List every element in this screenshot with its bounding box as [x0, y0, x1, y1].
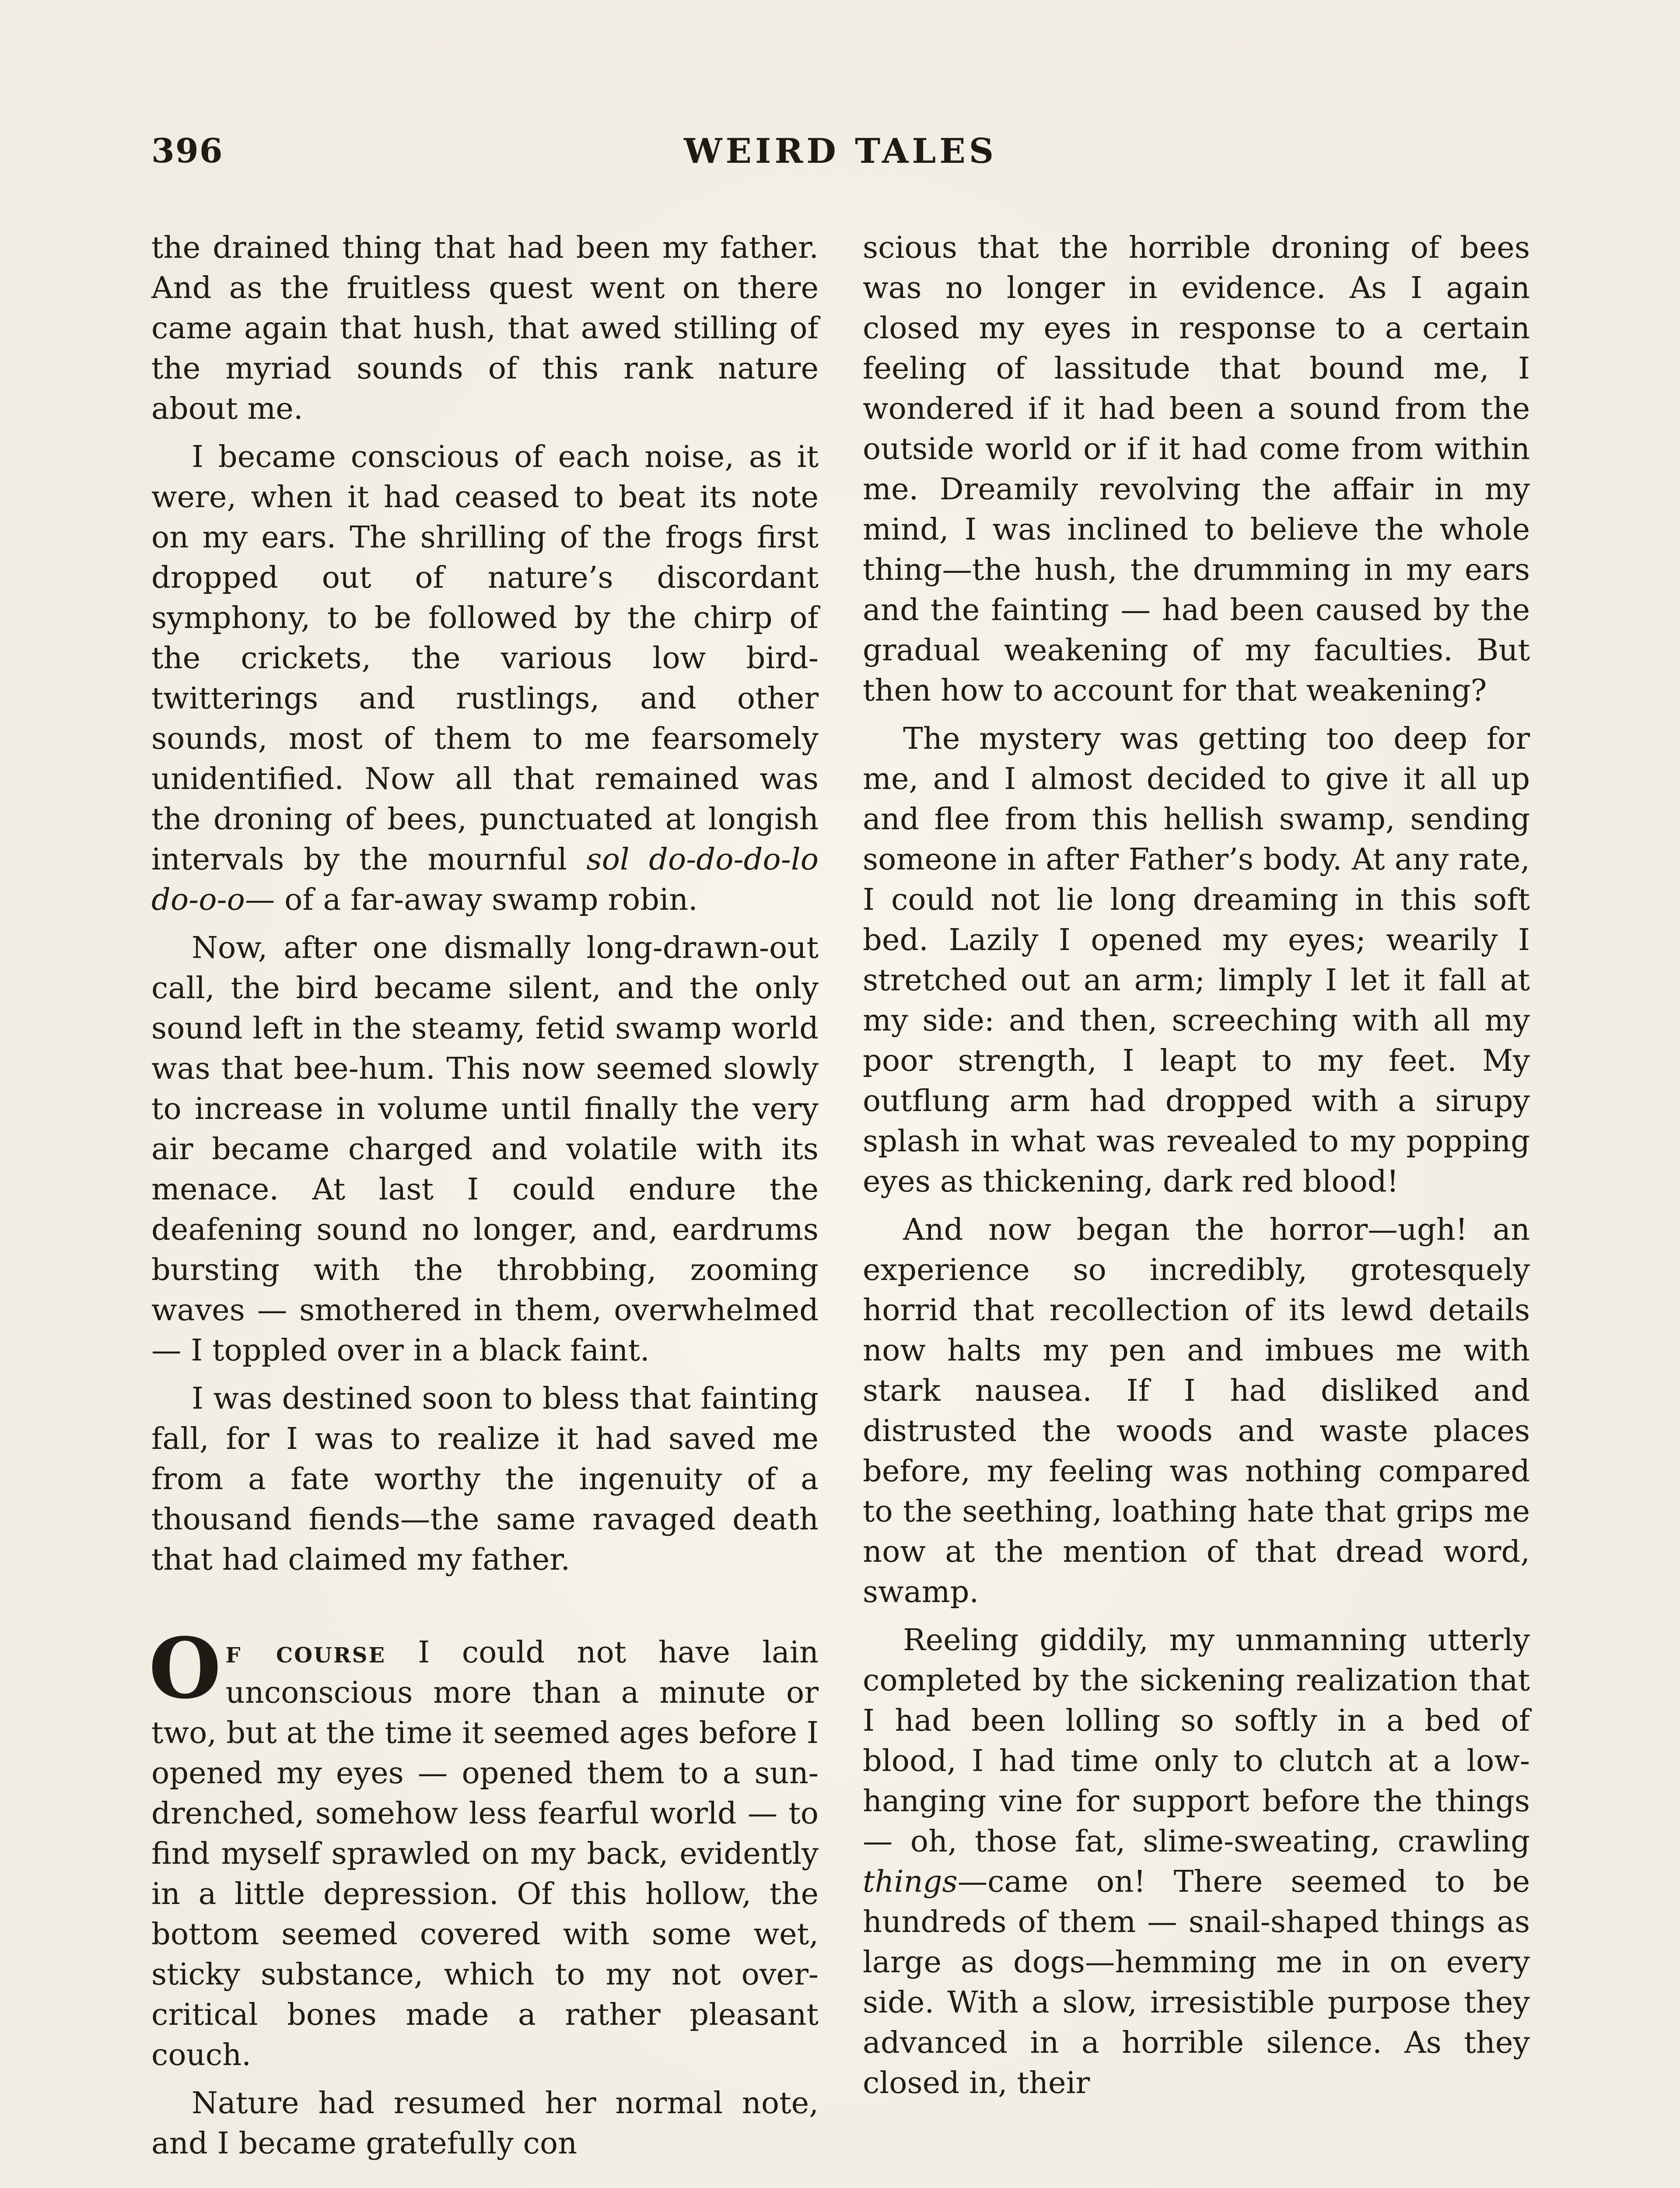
paragraph-text: of a far-away swamp robin. [275, 882, 698, 917]
left-column [151, 228, 819, 2171]
page-number: 396 [151, 131, 224, 170]
drop-cap: O [149, 1620, 221, 1717]
magazine-title: WEIRD TALES [683, 131, 998, 171]
paragraph: the drained thing that had been my father. And as the fruitless quest went on there came again that hush, that awed stilling of the myriad sounds of this rank nature about me. [151, 230, 819, 426]
paragraph [863, 1620, 1530, 2103]
paragraph-text: Reeling giddily, my unmanning utterly completed by the sickening realization that I had been lolling so softly in a bed of blood, I had time only to clutch at a low-hanging vine for support before the things — oh, those fat, slime-sweating, crawling [863, 1623, 1530, 1859]
paragraph: Nature had resumed her normal note, and I became gratefully con [151, 2086, 819, 2161]
emphasis-text: things [863, 1864, 958, 1899]
paragraph: Now, after one dismally long-drawn-out call, the bird became silent, and the only sound left in the steamy, fetid swamp world was that bee-hum. This now seemed slowly to increase in volume until finally the very air became charged and volatile with its menace. At last I could endure the deafening sound no longer, and, eardrums bursting with the throbbing, zooming waves — smothered in them, overwhelmed — I toppled over in a black faint. [151, 930, 819, 1368]
right-column [863, 228, 1530, 2111]
small-caps-lead: f course [225, 1635, 386, 1670]
paragraph-text: —came on! There seemed to be hundreds of them — snail-shaped things as large as dogs—hemming me in on every side. With a slow, irresistible purpose they advanced in a horrible silence. As they closed in, their [863, 1864, 1530, 2100]
paragraph [151, 437, 819, 920]
section-start-paragraph [149, 1620, 819, 2075]
paragraph: I was destined soon to bless that fainting fall, for I was to realize it had saved me from a fate worthy the ingenuity of a thousand fiends—the same ravaged death that had claimed my father. [151, 1381, 819, 1577]
birdcall-text: sol do-do-do-lo do-o-o— [151, 842, 819, 917]
paragraph: And now began the horror—ugh! an experience so incredibly, grotesquely horrid that recollection of its lewd details now halts my pen and imbues me with stark nausea. If I had disliked and distrusted the woods and waste places before, my feeling was nothing compared to the seething, loathing hate that grips me now at the mention of that dread word, swamp. [863, 1212, 1530, 1609]
paragraph-text: I became conscious of each noise, as it were, when it had ceased to beat its note on my ears. The shrilling of the frogs first dropped out of nature’s discordant symphony, to be followed by the chirp of the crickets, the various low bird-twitterings and rustlings, and other sounds, most of them to me fearsomely unidentified. Now all that remained was the droning of bees, punctuated at longish intervals by the mournful [151, 439, 819, 877]
paragraph: The mystery was getting too deep for me, and I almost decided to give it all up and flee from this hellish swamp, sending someone in after Father’s body. At any rate, I could not lie long dreaming in this soft bed. Lazily I opened my eyes; wearily I stretched out an arm; limply I let it fall at my side: and then, screeching with all my poor strength, I leapt to my feet. My outflung arm had dropped with a sirupy splash in what was revealed to my popping eyes as thickening, dark red blood! [863, 721, 1530, 1199]
running-head [151, 131, 1530, 184]
paragraph-text: I could not have lain unconscious more than a minute or two, but at the time it seemed ages before I opened my eyes — opened them to a sun-drenched, somehow less fearful world — to find myself sprawled on my back, evidently in a little depression. Of this hollow, the bottom seemed covered with some wet, sticky substance, which to my not over-critical bones made a rather pleasant couch. [151, 1635, 819, 2072]
paragraph: scious that the horrible droning of bees was no longer in evidence. As I again closed my eyes in response to a certain feeling of lassitude that bound me, I wondered if it had been a sound from the outside world or if it had come from within me. Dreamily revolving the affair in my mind, I was inclined to believe the whole thing—the hush, the drumming in my ears and the fainting — had been caused by the gradual weakening of my faculties. But then how to account for that weakening? [863, 230, 1530, 708]
